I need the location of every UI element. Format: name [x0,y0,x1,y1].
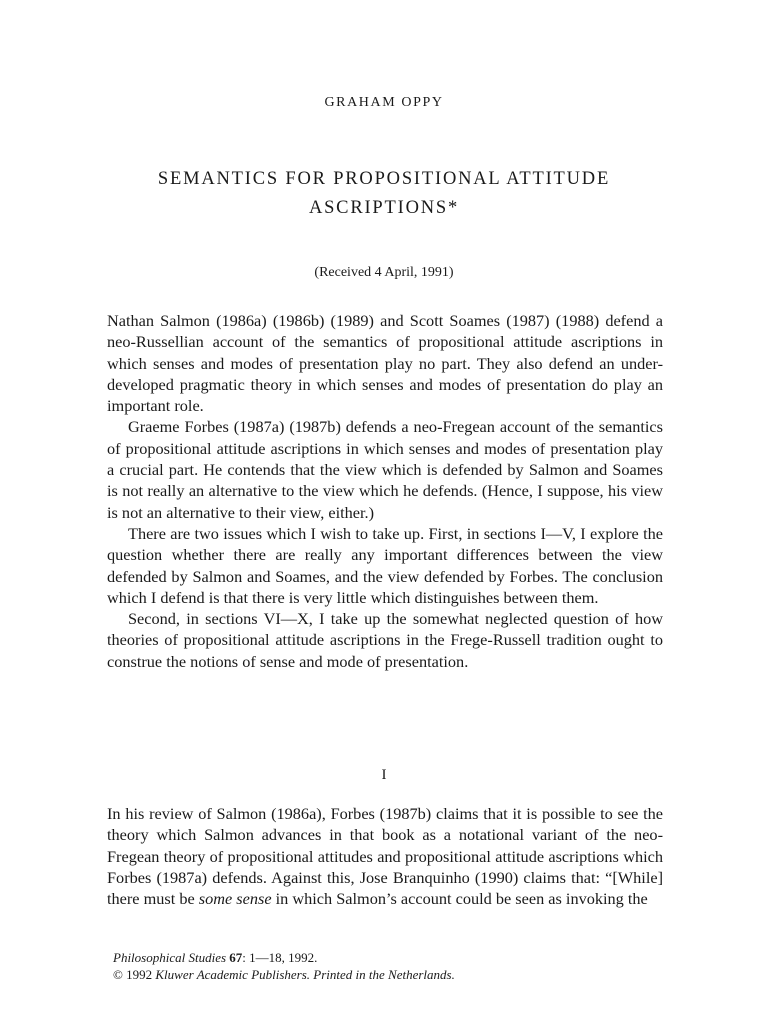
copyright-line [113,966,673,983]
author-name: GRAHAM OPPY [324,95,444,110]
page-footer [113,949,673,983]
title-line-1: SEMANTICS FOR PROPOSITIONAL ATTITUDE [157,169,611,189]
journal-pages: : 1—18, 1992. [242,950,318,965]
publisher-line: Kluwer Academic Publishers. Printed in the Netherlands. [155,967,455,982]
paragraph-5-text-b: in which Salmon’s account could be seen as invoking the [271,889,648,909]
paragraph-5-text-a: In his review of Salmon (1986a), Forbes (1987b) claims that it is possible to see the theory which Salmon advances in that book as a notational variant of the neo-Fregean theory of propositional attitudes and propositional attitude ascriptions which Forbes (1987a) defends. Against this, Jose Branquinho (1990) claims that: “[While] there must be [107,804,663,909]
introduction-text [107,310,663,672]
paragraph-5 [107,803,663,909]
paper-title [60,165,708,223]
journal-citation [113,949,673,966]
paragraph-3: There are two issues which I wish to take up. First, in sections I—V, I explore the question whether there are really any important differences between the view defended by Salmon and Soames, and the view defended by Forbes. The conclusion which I defend is that there is very little which distinguishes between them. [107,523,663,607]
section-heading: I [381,767,387,783]
journal-name: Philosophical Studies [113,950,227,965]
journal-volume: 67 [229,950,243,965]
received-date: (Received 4 April, 1991) [314,265,454,280]
paragraph-4: Second, in sections VI—X, I take up the somewhat neglected question of how theories of propositional attitude ascriptions in the Frege-Russell tradition ought to construe the notions of sense and mode of presentation. [107,609,663,671]
paragraph-5-emphasis: some sense [198,889,272,909]
section-1-text [107,803,663,909]
title-line-2: ASCRIPTIONS* [308,198,460,218]
copyright-year: © 1992 [113,967,153,982]
paragraph-2: Graeme Forbes (1987a) (1987b) defends a neo-Fregean account of the semantics of propositional attitude ascriptions in which senses and modes of presentation play a crucial part. He contends that the view which is defended by Salmon and Soames is not really an alternative to the view which he defends. (Hence, I suppose, his view is not an alternative to their view, either.) [107,417,663,522]
paragraph-1: Nathan Salmon (1986a) (1986b) (1989) and Scott Soames (1987) (1988) defend a neo-Russellian account of the semantics of propositional attitude ascriptions in which senses and modes of presentation play no part. They also defend an under-developed pragmatic theory in which senses and modes of presentation do play an important role. [107,311,663,416]
